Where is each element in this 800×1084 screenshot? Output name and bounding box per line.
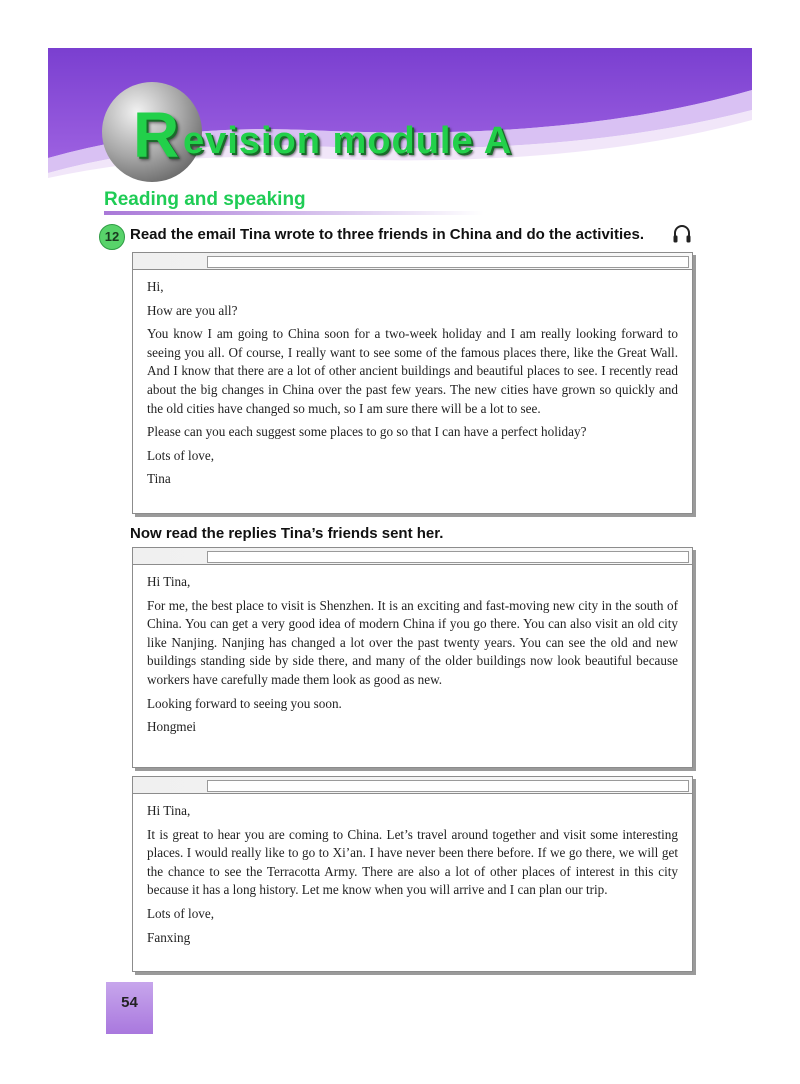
email-signature: Hongmei [147,719,197,735]
email-header-bar [133,253,692,270]
email-hongmei [132,547,693,768]
email-signoff: Looking forward to seeing you soon. [147,695,342,711]
email-signature: Tina [147,471,171,487]
email-header-bar [133,548,692,565]
activity-instruction: Read the email Tina wrote to three friends in China and do the activities. [130,226,644,243]
email-paragraph: Please can you each suggest some places to go so that I can have a perfect holiday? [147,424,587,440]
email-paragraph: It is great to hear you are coming to China. Let’s travel around together and visit some interesting places. I would really like to go to Xi’an. I have never been there before. If we go there, we will get the chance to see the Terracotta Army. There are also a lot of other places of interest in this city because it has a long history. Let me know when you will arrive and I can plan our trip. [147,826,678,898]
email-signature: Fanxing [147,929,191,945]
email-greeting: Hi Tina, [147,574,191,589]
email-body [133,565,692,737]
email-subject-field [207,256,689,268]
email-greeting: Hi Tina, [147,803,191,818]
email-fanxing [132,776,693,972]
section-heading: Reading and speaking [104,189,306,210]
replies-instruction: Now read the replies Tina’s friends sent her. [130,525,444,542]
email-body [133,270,692,489]
section-underline [104,211,484,215]
email-subject-field [207,780,689,792]
email-body [133,794,692,947]
page-title: evision module A [183,120,513,162]
email-paragraph: How are you all? [147,302,238,318]
email-tina [132,252,693,514]
email-header-bar [133,777,692,794]
email-signoff: Lots of love, [147,447,215,463]
email-signoff: Lots of love, [147,905,215,921]
email-paragraph: For me, the best place to visit is Shenzhen. It is an exciting and fast-moving new city in the south of China. You can get a very good idea of modern China if you go there. You can also visit an old city like Nanjing. Nanjing has changed a lot over the past twenty years. You can see the old and new buildings standing side by side there, and many of the older buildings now look beautiful because workers have carefully made them look as good as new. [147,597,678,687]
page-number: 54 [121,994,138,1011]
email-paragraph: You know I am going to China soon for a two-week holiday and I am really looking forward to seeing you all. Of course, I really want to see some of the famous places there, like the Great Wall. And I know that there are a lot of other ancient buildings and beautiful places to see. I recently read about the big changes in China over the past few years. The new cities have grown so quickly and the old cities have changed so much, so I am sure there will be a lot to see. [147,326,678,416]
email-greeting: Hi, [147,279,164,294]
title-initial-letter: R [133,99,180,171]
activity-number-badge: 12 [99,224,125,250]
headphones-icon[interactable] [672,223,692,245]
email-subject-field [207,551,689,563]
